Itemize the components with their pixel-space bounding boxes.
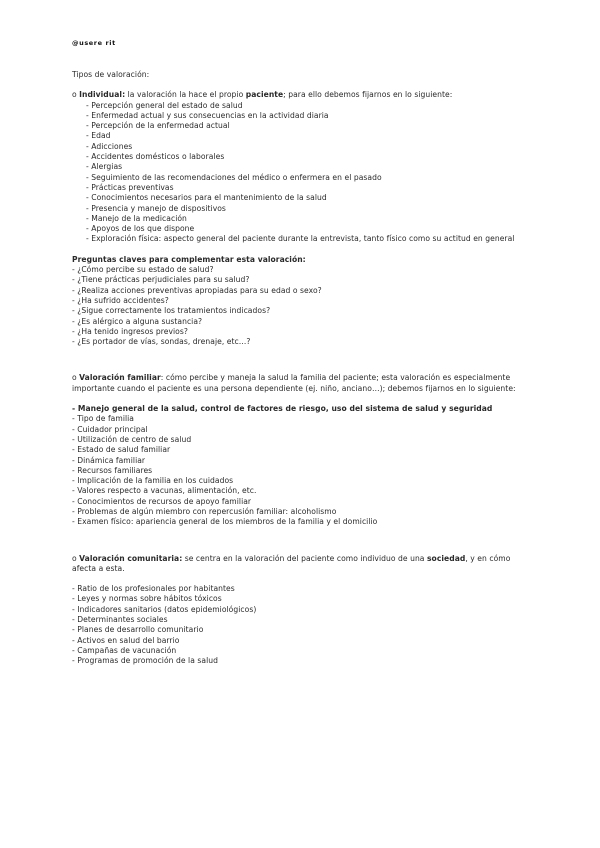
familiar-list xyxy=(72,414,528,527)
list-item: - Estado de salud familiar xyxy=(72,445,171,455)
familiar-intro xyxy=(72,373,528,394)
list-item: - Determinantes sociales xyxy=(72,615,168,625)
individual-bullet: o xyxy=(72,90,80,100)
list-item: - Edad xyxy=(86,131,111,141)
list-item: - Alergias xyxy=(86,162,123,172)
list-item: - Indicadores sanitarios (datos epidemiológicos) xyxy=(72,604,257,614)
individual-bold-paciente: paciente xyxy=(245,90,284,100)
preguntas-list xyxy=(72,265,528,347)
list-item: - ¿Sigue correctamente los tratamientos indicados? xyxy=(72,306,271,316)
comunitaria-label: Valoración comunitaria: xyxy=(79,553,183,563)
list-item: - Problemas de algún miembro con repercusión familiar: alcoholismo xyxy=(72,506,337,516)
document-body xyxy=(72,70,528,667)
individual-text-1: la valoración la hace el propio xyxy=(125,90,246,100)
list-item: - Presencia y manejo de dispositivos xyxy=(86,203,226,213)
list-item: - Seguimiento de las recomendaciones del médico o enfermera en el pasado xyxy=(86,172,382,182)
comunitaria-bold-sociedad: sociedad xyxy=(426,553,466,563)
individual-text-2: ; para ello debemos fijarnos en lo siguiente: xyxy=(283,90,453,100)
list-item: - Examen físico: apariencia general de los miembros de la familia y el domicilio xyxy=(72,517,378,527)
comunitaria-list xyxy=(72,584,528,666)
list-item: - Recursos familiares xyxy=(72,465,153,475)
list-item: - ¿Ha tenido ingresos previos? xyxy=(72,326,188,336)
list-item: - ¿Ha sufrido accidentes? xyxy=(72,295,169,305)
list-item: - Activos en salud del barrio xyxy=(72,635,180,645)
individual-label: Individual: xyxy=(79,90,126,100)
list-item: - Manejo de la medicación xyxy=(86,213,187,223)
comunitaria-bullet: o xyxy=(72,553,80,563)
list-item: - Exploración física: aspecto general del paciente durante la entrevista, tanto físico como su actitud en general xyxy=(86,234,515,244)
preguntas-title: Preguntas claves para complementar esta valoración: xyxy=(72,254,306,264)
list-item: - ¿Es alérgico a alguna sustancia? xyxy=(72,316,203,326)
list-item: - Valores respecto a vacunas, alimentación, etc. xyxy=(72,486,257,496)
list-item: - Implicación de la familia en los cuidados xyxy=(72,476,234,486)
list-item: - ¿Es portador de vías, sondas, drenaje, etc…? xyxy=(72,337,251,347)
list-item: - Enfermedad actual y sus consecuencias en la actividad diaria xyxy=(86,110,329,120)
list-item: - Dinámica familiar xyxy=(72,455,146,465)
list-item: - Campañas de vacunación xyxy=(72,645,177,655)
comunitaria-text-1: se centra en la valoración del paciente como individuo de una xyxy=(182,553,427,563)
comunitaria-intro xyxy=(72,554,528,575)
familiar-bullet: o xyxy=(72,373,80,383)
list-item: - Prácticas preventivas xyxy=(86,182,174,192)
list-item: - ¿Realiza acciones preventivas apropiadas para su edad o sexo? xyxy=(72,285,322,295)
list-item: - Adicciones xyxy=(86,141,133,151)
list-item: - Leyes y normas sobre hábitos tóxicos xyxy=(72,594,222,604)
list-item: - Cuidador principal xyxy=(72,424,148,434)
section-title-tipos: Tipos de valoración: xyxy=(72,70,150,79)
list-item: - ¿Cómo percibe su estado de salud? xyxy=(72,265,214,275)
list-item: - Tipo de familia xyxy=(72,414,135,424)
individual-intro xyxy=(72,90,528,100)
list-item: - Conocimientos necesarios para el mantenimiento de la salud xyxy=(86,193,327,203)
familiar-label: Valoración familiar xyxy=(79,373,161,383)
list-item: - Ratio de los profesionales por habitantes xyxy=(72,584,235,594)
list-item: - Percepción de la enfermedad actual xyxy=(86,121,230,131)
familiar-text: : cómo percibe y maneja la salud la familia del paciente; esta valoración es especialmente importante cuando el paciente es una persona dependiente (ej. niño, anciano…); debemos fijarnos en lo siguiente: xyxy=(72,373,516,393)
logo-watermark: @usere rit xyxy=(72,39,116,47)
list-item: - Accidentes domésticos o laborales xyxy=(86,152,225,162)
list-item: - Planes de desarrollo comunitario xyxy=(72,625,204,635)
familiar-heading: - Manejo general de la salud, control de factores de riesgo, uso del sistema de salud y seguridad xyxy=(72,404,493,414)
list-item: - Percepción general del estado de salud xyxy=(86,100,243,110)
individual-list xyxy=(72,101,528,245)
list-item: - Conocimientos de recursos de apoyo familiar xyxy=(72,496,252,506)
comunitaria-text-2: , y en cómo afecta a esta. xyxy=(72,553,511,573)
list-item: - Utilización de centro de salud xyxy=(72,434,192,444)
list-item: - Apoyos de los que dispone xyxy=(86,224,195,234)
list-item: - ¿Tiene prácticas perjudiciales para su salud? xyxy=(72,275,250,285)
list-item: - Programas de promoción de la salud xyxy=(72,656,218,666)
